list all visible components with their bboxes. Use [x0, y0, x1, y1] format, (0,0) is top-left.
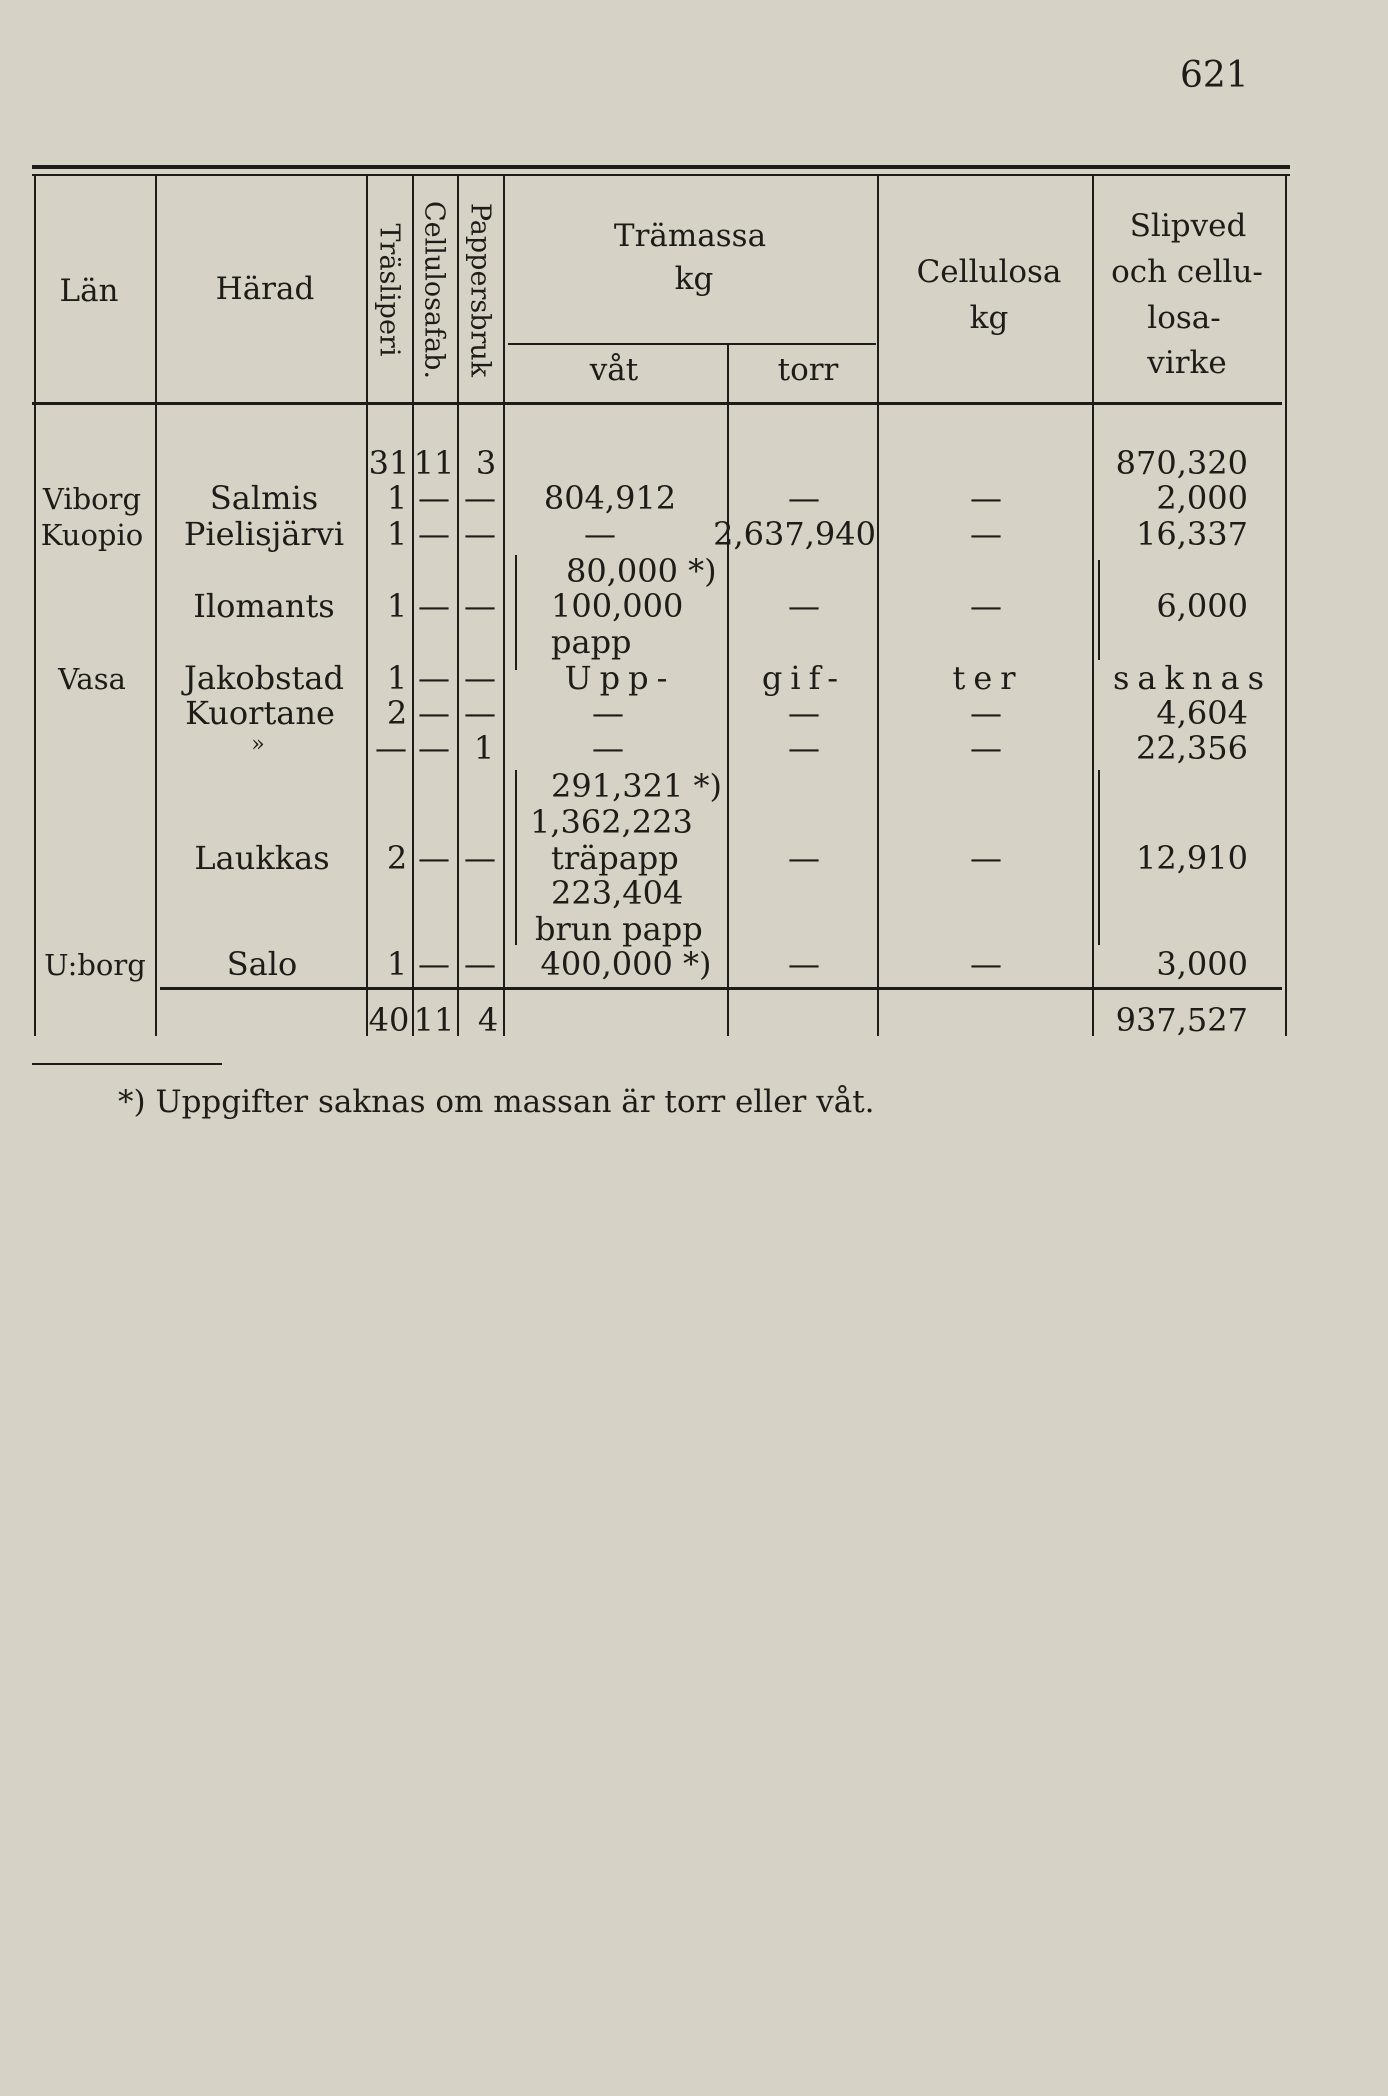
cell-slipved: 12,910	[1136, 839, 1248, 877]
cell-vat: —	[584, 515, 616, 553]
cell-cellulosa: —	[970, 694, 1002, 732]
brace	[1098, 560, 1100, 660]
cell-harad: Salo	[226, 945, 298, 983]
cell-trasl: 1	[386, 945, 408, 983]
col-rule	[727, 345, 729, 405]
header-bottom-rule	[32, 402, 1282, 405]
cell-torr: —	[788, 729, 820, 767]
cell-slipved: 6,000	[1156, 587, 1248, 625]
cell-torr: —	[788, 945, 820, 983]
cell-cellulosa: —	[970, 729, 1002, 767]
cell-papp: —	[464, 945, 496, 983]
header-cellulosa-unit: kg	[969, 300, 1009, 336]
col-rule	[1285, 176, 1287, 1036]
col-rule	[877, 176, 879, 1036]
cell-vat: Upp-	[564, 659, 676, 697]
col-rule	[1092, 176, 1094, 1036]
cell-vat-line5: brun papp	[535, 910, 703, 948]
cell-slipved: 16,337	[1136, 515, 1248, 553]
top-total-cell: 11	[413, 444, 455, 482]
cell-slipved: 2,000	[1156, 479, 1248, 517]
cell-vat-line4: 223,404	[551, 874, 684, 912]
cell-papp: —	[464, 587, 496, 625]
cell-harad: Jakobstad	[184, 659, 344, 697]
header-cellulosafab: Cellulosafab.	[418, 200, 450, 380]
top-total-slipved: 870,320	[1115, 444, 1248, 482]
footnote-rule	[32, 1063, 222, 1065]
cell-papp: —	[464, 659, 496, 697]
header-slipved-3: losa-	[1147, 300, 1221, 336]
cell-vat-line2: 1,362,223	[530, 803, 693, 841]
cell-vat: —	[592, 729, 624, 767]
cell-harad: Pielisjärvi	[183, 515, 345, 553]
cell-trasl: 1	[386, 587, 408, 625]
cell-harad: Kuortane	[185, 694, 335, 732]
cell-vat: 400,000 *)	[540, 945, 712, 983]
top-rule	[32, 165, 1290, 169]
cell-cellulosa: —	[970, 587, 1002, 625]
col-rule	[503, 176, 505, 1036]
total-slipved: 937,527	[1115, 1001, 1248, 1039]
brace	[515, 770, 517, 945]
cell-lan: Vasa	[58, 662, 126, 696]
cell-cell: —	[418, 945, 450, 983]
cell-trasl: 2	[386, 839, 408, 877]
cell-harad: Salmis	[209, 479, 319, 517]
cell-slipved: 3,000	[1156, 945, 1248, 983]
cell-trasl: 1	[386, 479, 408, 517]
cell-cell: —	[418, 515, 450, 553]
cell-papp: —	[464, 479, 496, 517]
header-tramassa: Trämassa	[613, 218, 767, 254]
cell-papp: —	[464, 515, 496, 553]
cell-slipved: 4,604	[1156, 694, 1248, 732]
top-total-papp: 3	[475, 444, 497, 482]
cell-torr: —	[788, 839, 820, 877]
page-number: 621	[1180, 55, 1249, 96]
col-rule	[457, 176, 459, 1036]
cell-cell: —	[418, 839, 450, 877]
total-cell: 11	[413, 1001, 455, 1039]
cell-cell: —	[418, 729, 450, 767]
cell-torr: gif-	[761, 659, 847, 697]
cell-vat-line3: papp	[551, 623, 632, 661]
header-torr: torr	[777, 352, 839, 388]
cell-trasl: 1	[386, 515, 408, 553]
brace	[515, 555, 517, 670]
cell-torr: 2,637,940	[713, 515, 876, 553]
total-papp: 4	[477, 1001, 499, 1039]
cell-vat-line3: träpapp	[551, 839, 679, 877]
cell-trasl: 2	[386, 694, 408, 732]
cell-lan: Kuopio	[40, 518, 144, 552]
header-traslipeni: Träsliperi	[373, 223, 405, 357]
cell-papp: —	[464, 839, 496, 877]
col-rule	[34, 176, 36, 1036]
col-rule	[155, 176, 157, 1036]
cell-trasl: —	[375, 729, 407, 767]
cell-vat-line2: 100,000	[551, 587, 684, 625]
header-tramassa-unit: kg	[674, 261, 714, 297]
cell-vat: —	[592, 694, 624, 732]
brace	[1098, 770, 1100, 945]
cell-torr: —	[788, 479, 820, 517]
header-lan: Län	[59, 273, 119, 309]
cell-lan: Viborg	[42, 482, 142, 516]
cell-torr: —	[788, 587, 820, 625]
cell-harad: Laukkas	[194, 839, 330, 877]
header-slipved: Slipved	[1129, 208, 1247, 244]
cell-harad: Ilomants	[193, 587, 335, 625]
top-rule-thin	[32, 174, 1290, 176]
cell-lan: U:borg	[44, 948, 146, 982]
footnote: *) Uppgifter saknas om massan är torr eller våt.	[118, 1084, 875, 1120]
header-slipved-4: virke	[1147, 345, 1227, 381]
cell-cell: —	[418, 587, 450, 625]
cell-cellulosa: —	[970, 945, 1002, 983]
cell-cellulosa: —	[970, 839, 1002, 877]
header-cellulosa: Cellulosa	[916, 254, 1062, 290]
cell-cell: —	[418, 659, 450, 697]
col-rule	[366, 176, 368, 1036]
cell-cell: —	[418, 694, 450, 732]
cell-slipved: saknas	[1113, 659, 1272, 697]
cell-trasl: 1	[386, 659, 408, 697]
tramassa-subrule	[508, 343, 876, 345]
header-harad: Härad	[215, 271, 315, 307]
cell-papp: —	[464, 694, 496, 732]
cell-cell: —	[418, 479, 450, 517]
cell-vat-line1: 291,321 *)	[551, 767, 722, 805]
cell-harad: »	[251, 732, 265, 757]
header-slipved-2: och cellu-	[1111, 254, 1263, 290]
cell-cellulosa: ter	[952, 659, 1024, 697]
header-pappersbruk: Pappersbruk	[464, 202, 496, 378]
cell-cellulosa: —	[970, 515, 1002, 553]
totals-rule	[160, 987, 1282, 990]
cell-vat: 804,912	[543, 479, 677, 517]
cell-papp: 1	[473, 729, 495, 767]
cell-cellulosa: —	[970, 479, 1002, 517]
total-trasl: 40	[368, 1001, 410, 1039]
col-rule	[412, 176, 414, 1036]
cell-slipved: 22,356	[1136, 729, 1248, 767]
cell-torr: —	[788, 694, 820, 732]
header-vat: våt	[589, 352, 639, 388]
top-total-trasl: 31	[368, 444, 410, 482]
cell-vat-line1: 80,000 *)	[566, 552, 717, 590]
col-rule	[727, 405, 729, 1036]
